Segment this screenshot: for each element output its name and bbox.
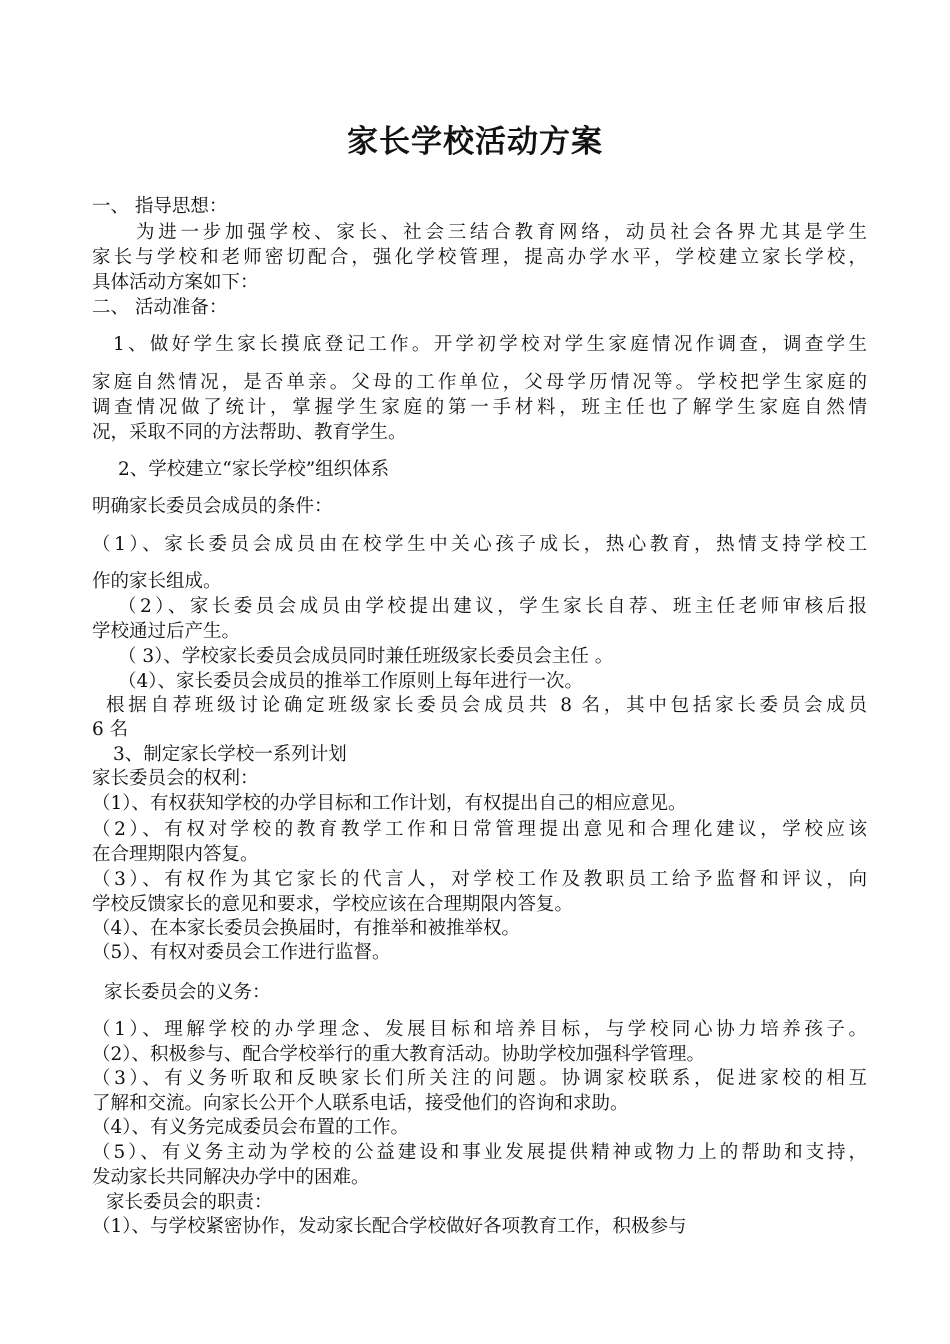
paragraph-line: （1）、与学校紧密协作，发动家长配合学校做好各项教育工作，积极参与 — [92, 1216, 687, 1237]
paragraph-line: （3）、有权作为其它家长的代言人，对学校工作及教职员工给予监督和评议，向 — [92, 869, 867, 890]
paragraph-line: 明确家长委员会成员的条件： — [92, 496, 333, 517]
paragraph-line: （ 3）、学校家长委员会成员同时兼任班级家长委员会主任 。 — [118, 646, 614, 667]
paragraph-line: 家长委员会的义务： — [104, 982, 271, 1003]
paragraph-line: （2）、有权对学校的教育教学工作和日常管理提出意见和合理化建议，学校应该 — [92, 819, 867, 840]
paragraph-line: （4）、有义务完成委员会布置的工作。 — [92, 1117, 410, 1138]
document-title: 家长学校活动方案 — [347, 124, 603, 160]
paragraph-line: 在合理期限内答复。 — [92, 844, 259, 865]
paragraph-line: （5）、有权对委员会工作进行监督。 — [92, 942, 391, 963]
paragraph-line: 具体活动方案如下： — [92, 272, 259, 293]
paragraph-line: 6 名 — [92, 719, 129, 740]
paragraph-line: 3、制定家长学校一系列计划 — [113, 744, 347, 765]
paragraph-line: （2）、家长委员会成员由学校提出建议，学生家长自荐、班主任老师审核后报 — [118, 596, 867, 617]
paragraph-line: 况，采取不同的方法帮助、教育学生。 — [92, 422, 407, 443]
paragraph-line: （2）、积极参与、配合学校举行的重大教育活动。协助学校加强科学管理。 — [92, 1044, 706, 1065]
paragraph-line: 家庭自然情况，是否单亲。父母的工作单位，父母学历情况等。学校把学生家庭的 — [92, 372, 867, 393]
paragraph-line: （4）、家长委员会成员的推举工作原则上每年进行一次。 — [118, 671, 584, 692]
paragraph-line: 根据自荐班级讨论确定班级家长委员会成员共 8 名，其中包括家长委员会成员 — [106, 695, 867, 716]
paragraph-line: 作的家长组成。 — [92, 571, 222, 592]
paragraph-line: 家长委员会的权利： — [92, 768, 259, 789]
paragraph-line: （5）、有义务主动为学校的公益建设和事业发展提供精神或物力上的帮助和支持， — [92, 1142, 867, 1163]
section-heading-guiding-ideology: 一、 指导思想： — [92, 196, 228, 217]
paragraph-line: （1）、有权获知学校的办学目标和工作计划，有权提出自己的相应意见。 — [92, 793, 687, 814]
paragraph-line: 家长与学校和老师密切配合，强化学校管理，提高办学水平，学校建立家长学校， — [92, 247, 867, 268]
paragraph-line: 2、学校建立“家长学校”组织体系 — [118, 459, 390, 480]
paragraph-line: （3）、有义务听取和反映家长们所关注的问题。协调家校联系，促进家校的相互 — [92, 1068, 867, 1089]
section-heading-preparation: 二、 活动准备： — [92, 297, 228, 318]
paragraph-line: 调查情况做了统计，掌握学生家庭的第一手材料，班主任也了解学生家庭自然情 — [92, 397, 867, 418]
paragraph-line: （1）、家长委员会成员由在校学生中关心孩子成长，热心教育，热情支持学校工 — [92, 534, 867, 555]
paragraph-line: 学校反馈家长的意见和要求，学校应该在合理期限内答复。 — [92, 894, 574, 915]
paragraph-line: 1、做好学生家长摸底登记工作。开学初学校对学生家庭情况作调查，调查学生 — [113, 334, 867, 355]
paragraph-line: 家长委员会的职责： — [106, 1192, 273, 1213]
paragraph-line: 发动家长共同解决办学中的困难。 — [92, 1167, 370, 1188]
paragraph-line: （4）、在本家长委员会换届时，有推举和被推举权。 — [92, 918, 521, 939]
paragraph-line: 学校通过后产生。 — [92, 621, 241, 642]
paragraph-line: 为进一步加强学校、家长、社会三结合教育网络，动员社会各界尤其是学生 — [136, 222, 867, 243]
paragraph-line: （1）、理解学校的办学理念、发展目标和培养目标，与学校同心协力培养孩子。 — [92, 1019, 867, 1040]
paragraph-line: 了解和交流。向家长公开个人联系电话，接受他们的咨询和求助。 — [92, 1093, 629, 1114]
